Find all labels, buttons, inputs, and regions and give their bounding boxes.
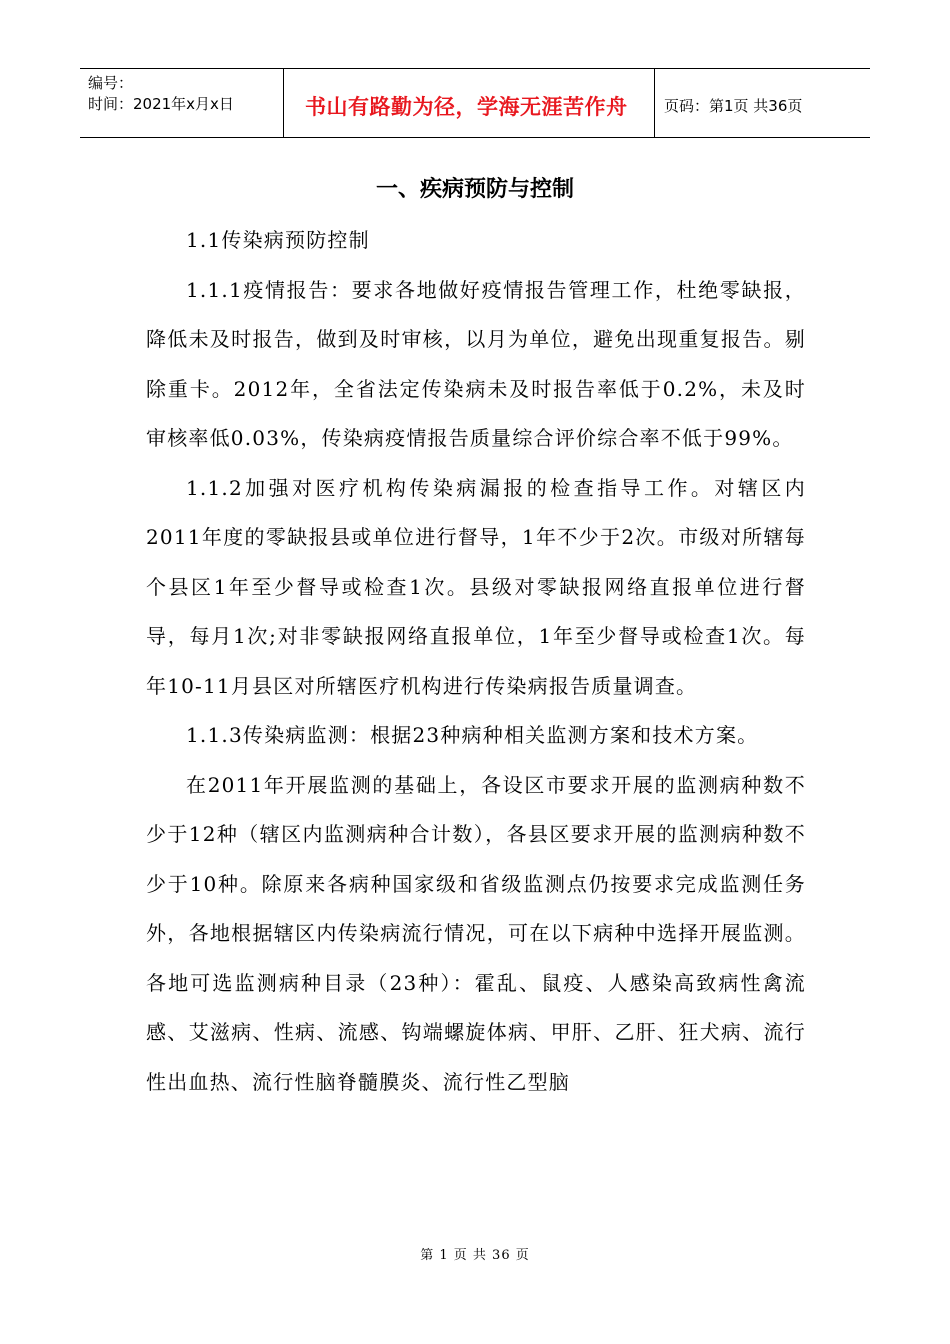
paragraph-monitoring-detail: 在2011年开展监测的基础上，各设区市要求开展的监测病种数不少于12种（辖区内监测病种合计数），各县区要求开展的监测病种数不少于10种。除原来各病种国家级和省级监测点仍按要求完成监测任务外，各地根据辖区内传染病流行情况，可在以下病种中选择开展监测。各地可选监测病种目录（23种）：霍乱、鼠疫、人感染高致病性禽流感、艾滋病、性病、流感、钩端螺旋体病、甲肝、乙肝、狂犬病、流行性出血热、流行性脑脊髓膜炎、流行性乙型脑 [146,772,806,1094]
paragraph-monitoring-intro: 1.1.3传染病监测：根据23种病种相关监测方案和技术方案。 [186,723,759,747]
document-date-label: 时间：2021年x月x日 [88,95,234,113]
page-header [80,68,870,138]
paragraph-supervision: 1.1.2加强对医疗机构传染病漏报的检查指导工作。对辖区内2011年度的零缺报县或单位进行督导，1年不少于2次。市级对所辖每个县区1年至少督导或检查1次。县级对零缺报网络直报单位进行督导，每月1次;对非零缺报网络直报单位，1年至少督导或检查1次。每年10-11月县区对所辖医疗机构进行传染病报告质量调查。 [146,475,806,698]
page-footer: 第 1 页 共 36 页 [420,1248,530,1263]
document-body [146,216,806,1107]
header-page-cell [654,69,870,137]
paragraph-epidemic-report: 1.1.1疫情报告：要求各地做好疫情报告管理工作，杜绝零缺报，降低未及时报告，做到及时审核，以月为单位，避免出现重复报告。剔除重卡。2012年，全省法定传染病未及时报告率低于0.2%，未及时审核率低0.03%，传染病疫情报告质量综合评价综合率不低于99%。 [146,277,806,450]
header-meta-cell [80,69,284,137]
header-motto: 书山有路勤为径，学海无涯苦作舟 [305,95,628,119]
header-motto-cell [283,69,655,137]
section-title: 一、疾病预防与控制 [375,177,574,202]
header-page-info: 页码：第1页 共36页 [664,97,803,115]
subsection-heading: 1.1传染病预防控制 [186,228,370,252]
document-number-label: 编号： [88,74,134,92]
